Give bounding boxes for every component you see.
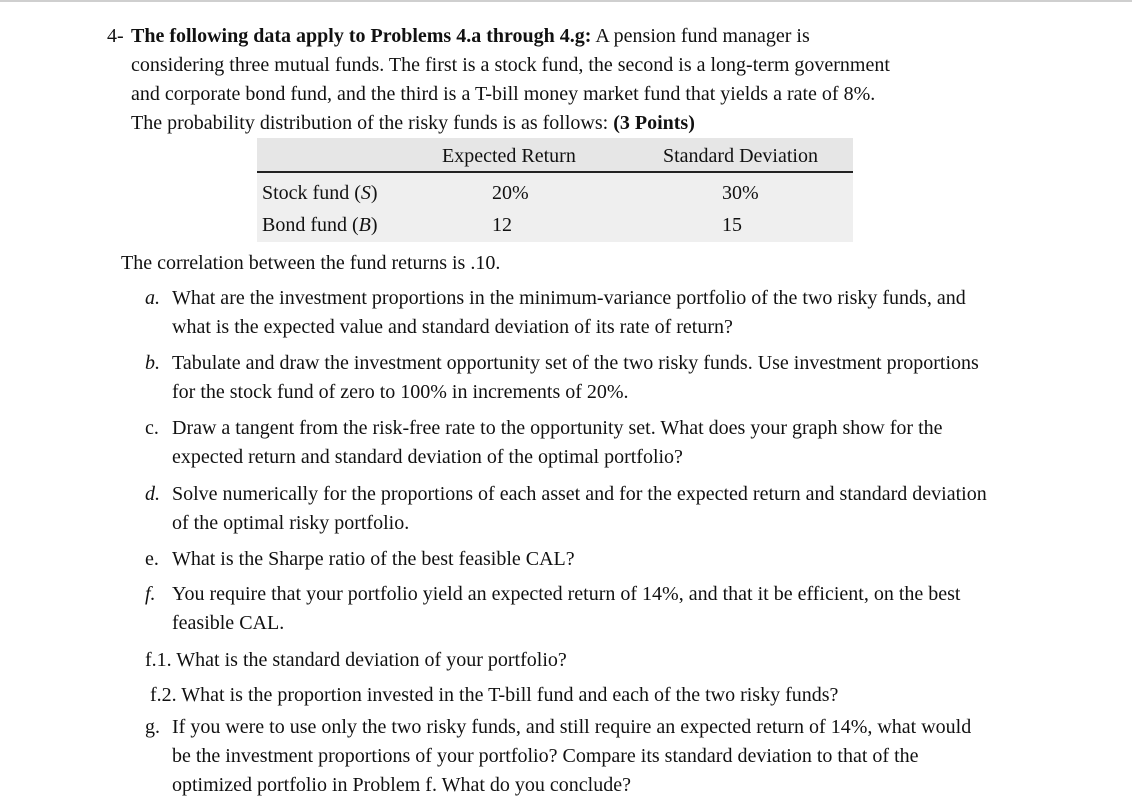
question-e-text [172,545,1102,574]
row-bond-symbol: B [358,214,371,236]
question-c-line-2: expected return and standard deviation of the optimal portfolio? [172,446,683,468]
intro-line-1 [131,22,1121,51]
risky-funds-table [257,138,853,242]
question-e-letter: e. [145,548,159,570]
question-f1: f.1. What is the standard deviation of your portfolio? [145,649,567,671]
row-stock-expected-return: 20% [492,182,529,204]
row-bond-expected-return: 12 [492,214,512,236]
question-b-letter: b. [145,352,160,374]
question-g-text [172,713,1102,800]
question-d-letter: d. [145,483,160,505]
question-a-letter: a. [145,287,160,309]
question-d-line-2: of the optimal risky portfolio. [172,512,410,534]
row-bond-standard-deviation: 15 [722,214,742,236]
question-f-line-1: You require that your portfolio yield an expected return of 14%, and that it be efficient, on the best [172,583,961,605]
question-a-line-1: What are the investment proportions in the minimum-variance portfolio of the two risky funds, and [172,287,966,309]
row-stock-label [262,180,378,206]
question-c-text [172,414,1102,472]
question-b-line-2: for the stock fund of zero to 100% in increments of 20%. [172,381,629,403]
row-bond-label-prefix: Bond fund ( [262,214,359,236]
question-g-line-2: be the investment proportions of your portfolio? Compare its standard deviation to that of the [172,745,919,767]
row-stock-label-prefix: Stock fund ( [262,182,361,204]
row-stock-standard-deviation: 30% [722,182,759,204]
question-f2: f.2. What is the proportion invested in the T-bill fund and each of the two risky funds? [150,684,839,706]
question-c-letter: c. [145,417,159,439]
intro-line-3: and corporate bond fund, and the third is a T-bill money market fund that yields a rate of 8%. [131,83,876,105]
question-f-line-2: feasible CAL. [172,612,285,634]
question-g-line-3: optimized portfolio in Problem f. What do you conclude? [172,774,631,796]
question-g-letter: g. [145,716,160,738]
question-f-text [172,580,1102,638]
problem-number: 4- [107,25,124,47]
question-d-text [172,480,1102,538]
points-label: (3 Points) [613,112,695,134]
intro-bold-heading: The following data apply to Problems 4.a through 4.g: [131,25,592,47]
row-stock-label-suffix: ) [370,182,378,204]
question-b-line-1: Tabulate and draw the investment opportunity set of the two risky funds. Use investment proportions [172,352,979,374]
question-g-line-1: If you were to use only the two risky funds, and still require an expected return of 14%, what would [172,716,972,738]
row-stock-symbol: S [360,182,371,204]
header-standard-deviation: Standard Deviation [663,145,818,167]
intro-line-1-rest: A pension fund manager is [591,25,810,47]
header-expected-return: Expected Return [442,145,576,167]
question-a-line-2: what is the expected value and standard deviation of its rate of return? [172,316,733,338]
problem-intro [131,22,1121,138]
question-d-line-1: Solve numerically for the proportions of each asset and for the expected return and standard deviation [172,483,987,505]
correlation-statement: The correlation between the fund returns is .10. [121,252,501,274]
intro-line-4-text: The probability distribution of the risky funds is as follows: [131,112,609,134]
question-c-line-1: Draw a tangent from the risk-free rate to the opportunity set. What does your graph show for the [172,417,943,439]
question-b-text [172,349,1102,407]
question-e-line-1: What is the Sharpe ratio of the best feasible CAL? [172,548,575,570]
question-a-text [172,284,1102,342]
intro-line-2: considering three mutual funds. The first is a stock fund, the second is a long-term government [131,54,890,76]
intro-line-4 [131,109,1121,138]
question-f-letter: f. [145,583,156,605]
top-divider [0,0,1132,2]
row-bond-label [262,212,378,238]
row-bond-label-suffix: ) [370,214,378,236]
